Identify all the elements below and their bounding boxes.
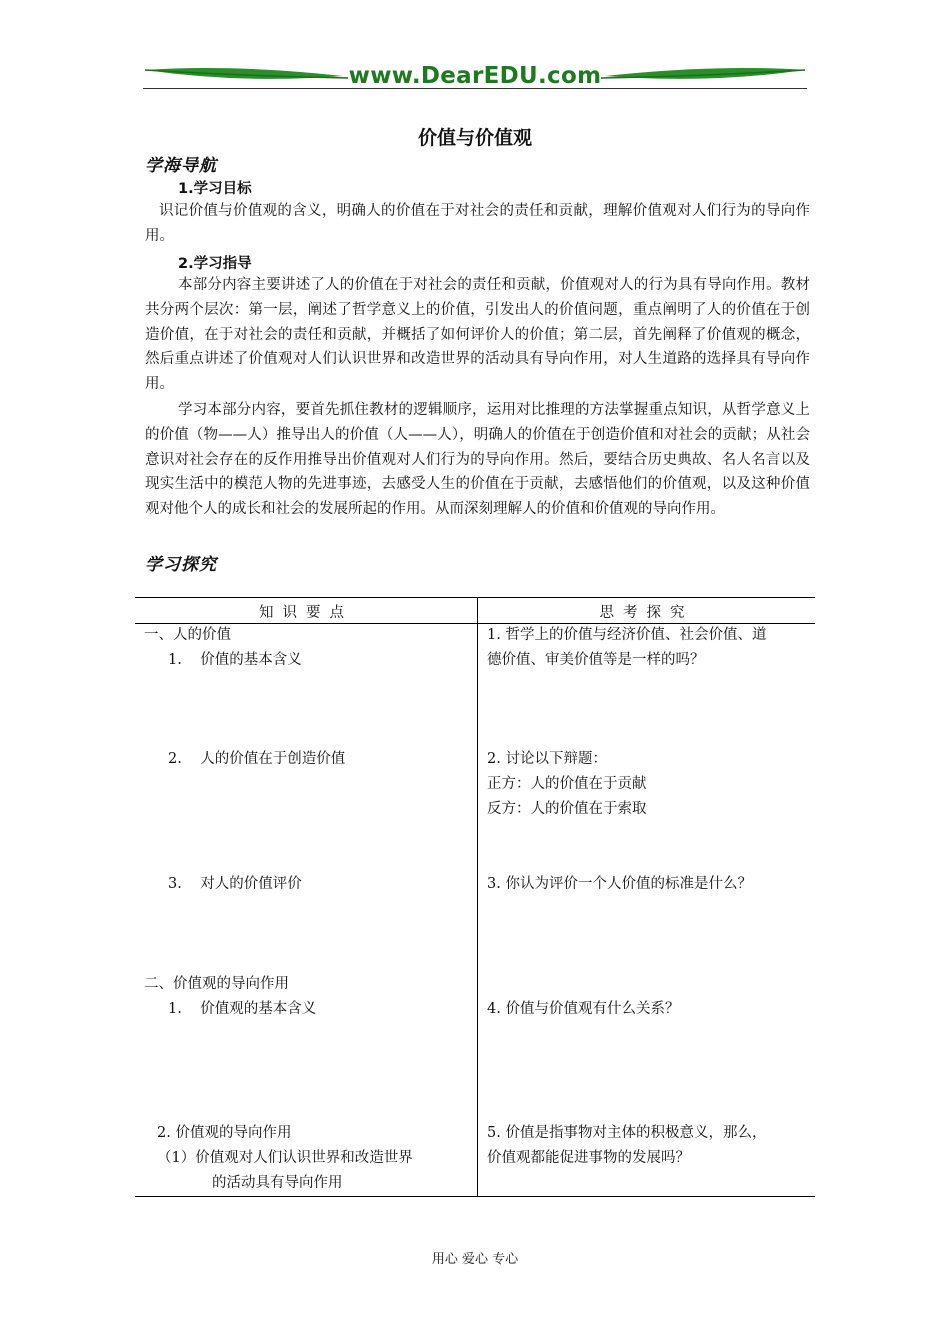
knowledge-item-1-2: 2. 人的价值在于创造价值 [168, 751, 346, 767]
table-column-divider [477, 597, 478, 1197]
question-1-line2: 德价值、审美价值等是一样的吗？ [487, 652, 705, 668]
guide-heading: 2.学习指导 [178, 256, 252, 272]
knowledge-item-2-2a-line2: 的活动具有导向作用 [212, 1175, 343, 1191]
question-2-line3: 反方：人的价值在于索取 [487, 801, 647, 817]
knowledge-item-2-1: 1. 价值观的基本含义 [168, 1001, 317, 1017]
question-2-line2: 正方：人的价值在于贡献 [487, 776, 647, 792]
question-2-line1: 2. 讨论以下辩题： [487, 751, 607, 767]
knowledge-item-1-3: 3. 对人的价值评价 [168, 876, 302, 892]
column-header-thinking: 思考探究 [599, 605, 694, 621]
table-top-border [135, 597, 815, 598]
knowledge-part-2: 二、价值观的导向作用 [144, 976, 289, 992]
study-table [135, 597, 815, 1197]
guide-paragraph-1: 本部分内容主要讲述了人的价值在于对社会的责任和贡献，价值观对人的行为具有导向作用。教材共分两个层次：第一层，阐述了哲学意义上的价值，引发出人的价值问题，重点阐明了人的价值在于创造价值，在于对社会的责任和贡献，并概括了如何评价人的价值；第二层，首先阐释了价值观的概念，然后重点讲述了价值观对人们认识世界和改造世界的活动具有导向作用，对人生道路的选择具有导向作用。 [145, 277, 810, 393]
page-footer: 用心 爱心 专心 [431, 1252, 519, 1267]
column-header-knowledge: 知识要点 [259, 605, 353, 621]
header-divider [143, 88, 807, 89]
goal-heading: 1.学习目标 [178, 181, 252, 197]
guide-paragraph-2: 学习本部分内容，要首先抓住教材的逻辑顺序，运用对比推理的方法掌握重点知识，从哲学意义上的价值（物——人）推导出人的价值（人——人），明确人的价值在于创造价值和对社会的贡献；从社会意识对社会存在的反作用推导出价值观对人们行为的导向作用。然后，要结合历史典故、名人名言以及现实生活中的模范人物的先进事迹，去感受人生的价值在于贡献，去感悟他们的价值观，以及这种价值观对他个人的成长和社会的发展所起的作用。从而深刻理解人的价值和价值观的导向作用。 [145, 402, 810, 518]
table-bottom-border [135, 1196, 815, 1197]
knowledge-item-2-2a-line1: （1）价值观对人们认识世界和改造世界 [157, 1150, 413, 1166]
section-heading-navigation: 学海导航 [145, 156, 217, 176]
site-brand[interactable]: www.DearEDU.com [348, 63, 602, 89]
knowledge-part-1: 一、人的价值 [144, 627, 231, 643]
knowledge-item-1-1: 1. 价值的基本含义 [168, 652, 302, 668]
question-5-line2: 价值观都能促进事物的发展吗？ [487, 1150, 690, 1166]
question-1-line1: 1. 哲学上的价值与经济价值、社会价值、道 [487, 627, 767, 643]
section-heading-exploration: 学习探究 [145, 555, 217, 575]
question-3: 3. 你认为评价一个人价值的标准是什么？ [487, 876, 752, 892]
question-4: 4. 价值与价值观有什么关系？ [487, 1001, 680, 1017]
goal-text: 识记价值与价值观的含义，明确人的价值在于对社会的责任和贡献，理解价值观对人们行为的导向作用。 [145, 203, 810, 244]
question-5-line1: 5. 价值是指事物对主体的积极意义，那么， [487, 1125, 767, 1141]
knowledge-item-2-2: 2. 价值观的导向作用 [157, 1125, 292, 1141]
page-title: 价值与价值观 [417, 127, 532, 149]
